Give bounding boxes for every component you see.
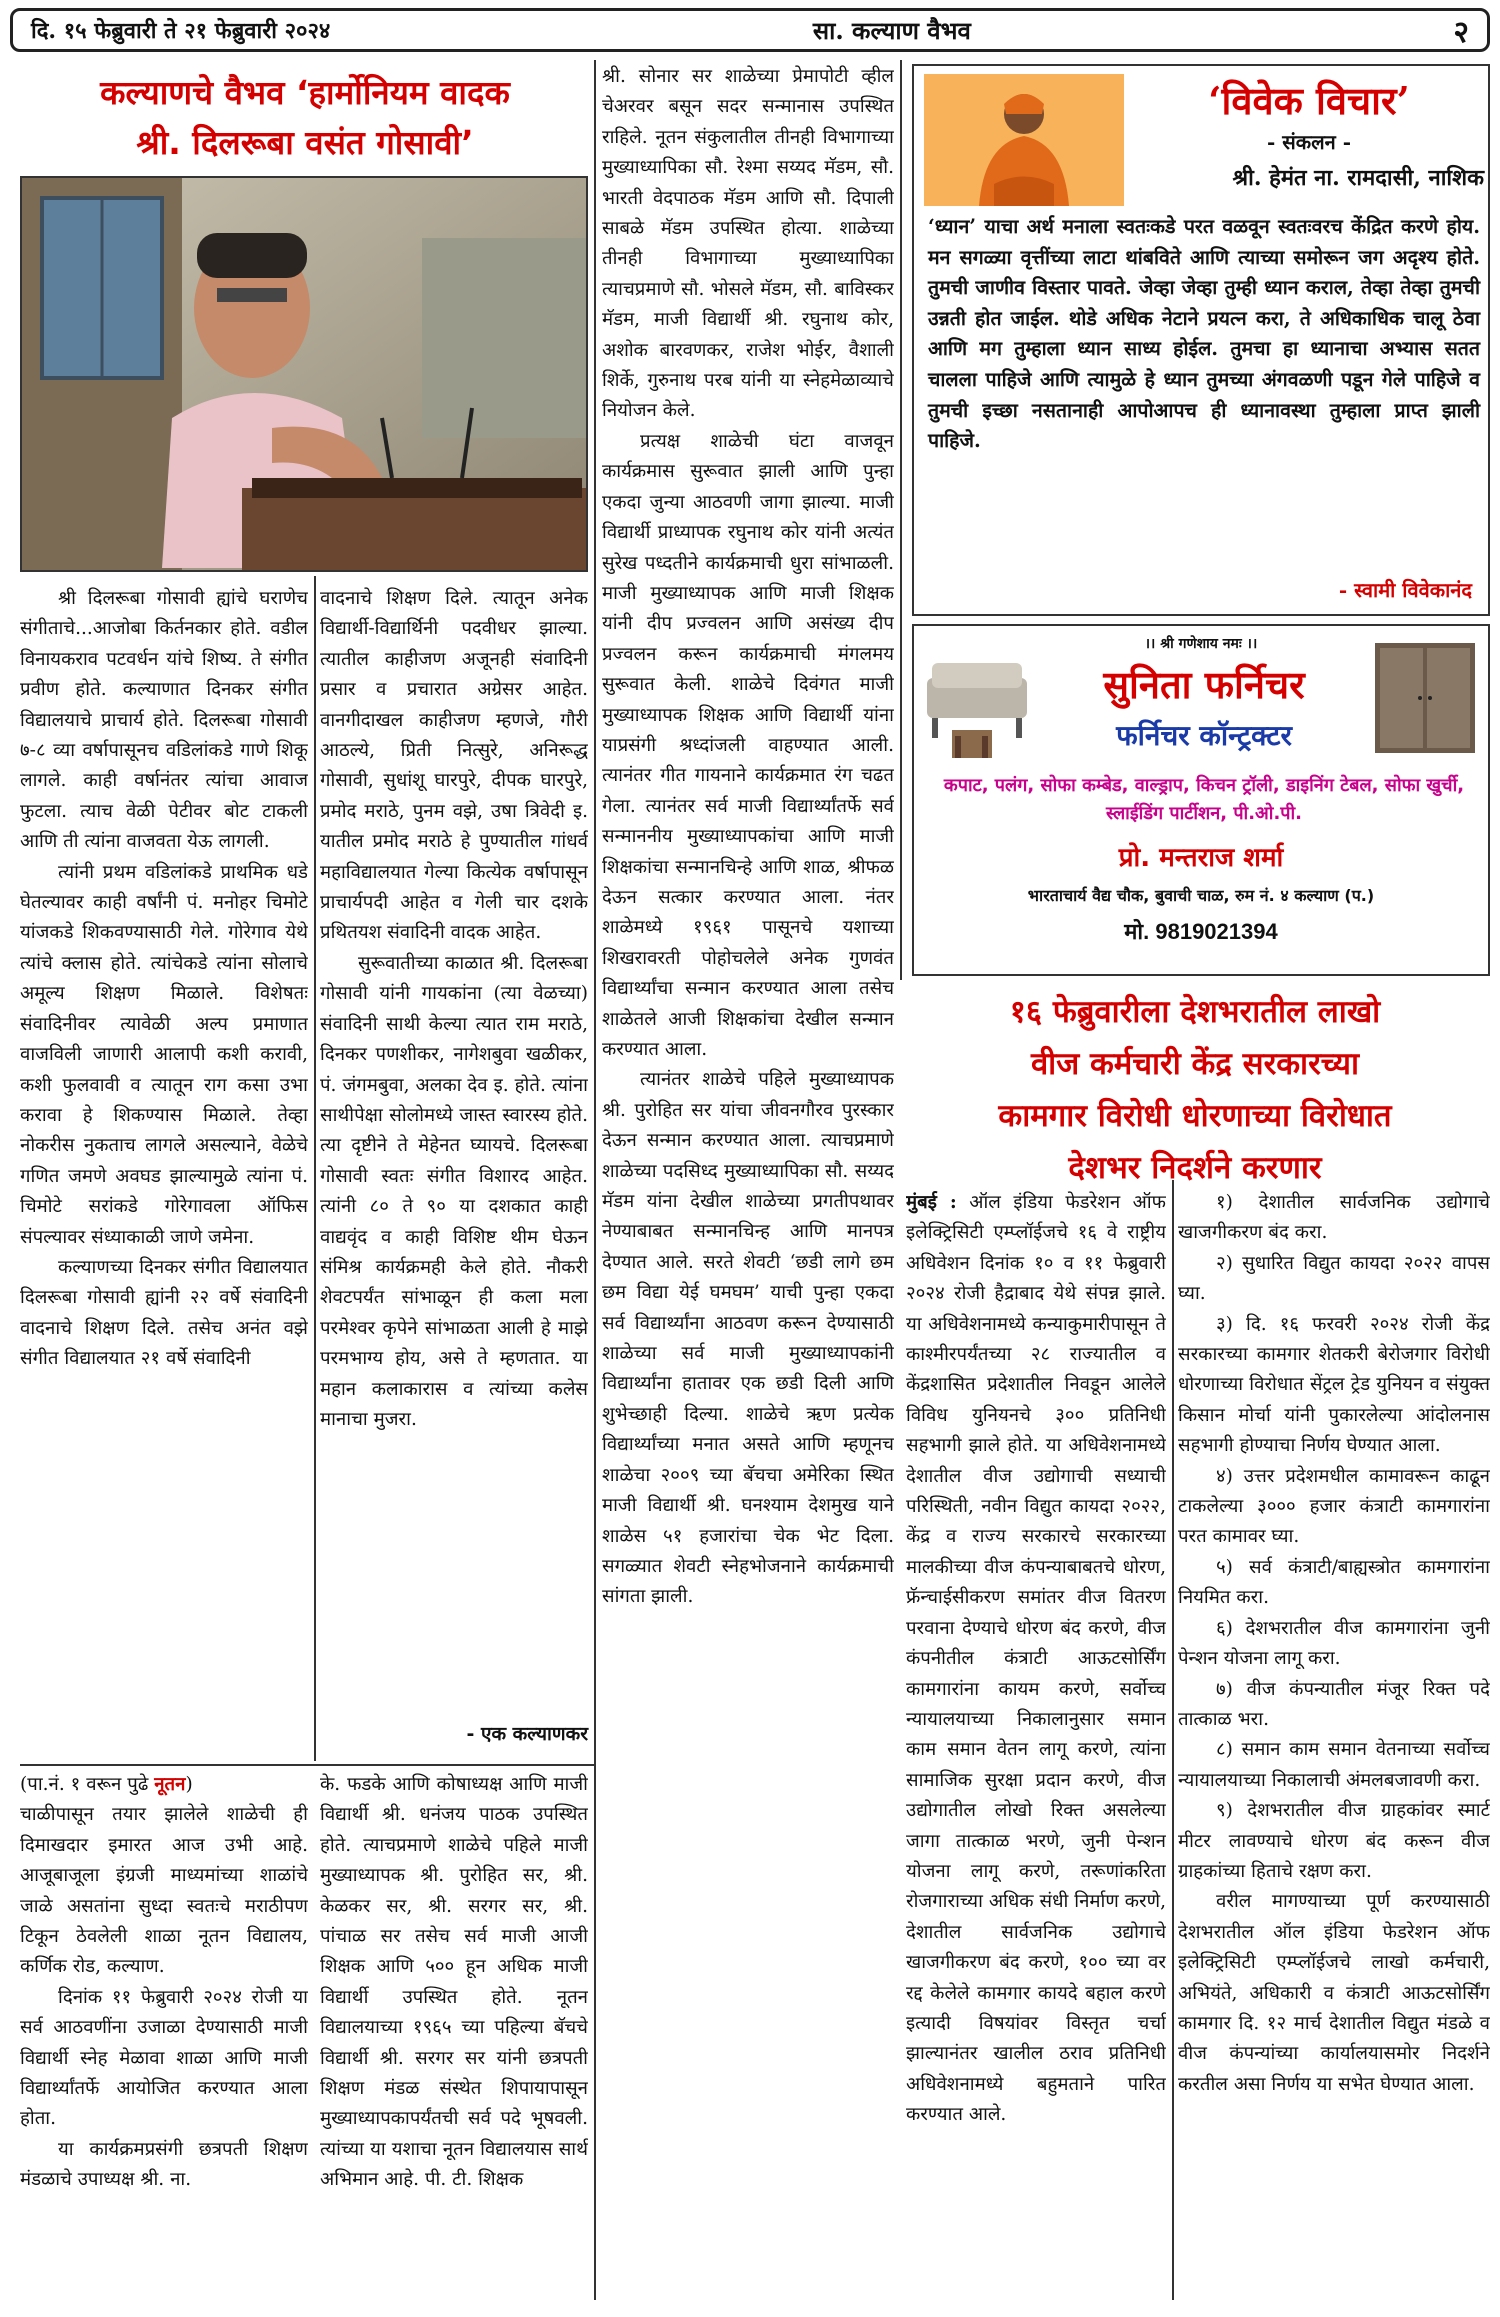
wardrobe-illustration	[1370, 638, 1480, 758]
electricity-article-demands: १) देशातील सार्वजनिक उद्योगाचे खाजगीकरण बंद करा. २) सुधारित विद्युत कायदा २०२२ वापस घ्या. ३) दि. १६ फरवरी २०२४ रोजी केंद्र सरकारच्या कामगार शेतकरी बेरोजगार विरोधी धोरणाच्या विरोधात सेंट्रल ट्रेड युनियन व संयुक्त किसान मोर्चा यांनी पुकारलेल्या आंदोलनास सहभागी होण्याचा निर्णय घेण्यात आला. ४) उत्तर प्रदेशमधील कामावरून काढून टाकलेल्या ३००० हजार कंत्राटी कामगारांना परत कामावर घ्या. ५) सर्व कंत्राटी/बाह्यस्त्रोत कामगारांना नियमित करा. ६) देशभरातील वीज कामगारांना जुनी पेन्शन योजना लागू करा. ७) वीज कंपन्यातील मंजूर रिक्त पदे तात्काळ भरा. ८) समान काम समान वेतनाच्या सर्वोच्च न्यायालयाच्या निकालाची अंमलबजावणी करा. ९) देशभरातील वीज ग्राहकांवर स्मार्ट मीटर लावण्याचे धोरण बंद करून वीज ग्राहकांच्या हिताचे रक्षण करा. वरील मागण्याच्या पूर्ण करण्यासाठी देशभरातील ऑल इंडिया फेडरेशन ऑफ इलेक्ट्रिसिटी एम्प्लॉईजचे लाखो कर्मचारी, अभियंते, अधिकारी व कंत्राटी आऊटसोर्सिंग कामगार दि. १२ मार्च देशातील विद्युत मंडळे व वीज कंपन्यांच्या कार्यालयासमोर निदर्शने करतील असा निर्णय या सभेत घेण्यात आला.	[1178, 1192, 1490, 2095]
ad-business-name: सुनिता फर्निचर	[1103, 663, 1305, 707]
ad-business-type: फर्निचर कॉन्ट्रक्टर	[1116, 719, 1292, 752]
harmonium-article-column-2: वादनाचे शिक्षण दिले. त्यातून अनेक विद्यार्थी-विद्यार्थिनी पदवीधर झाल्या. त्यातील काहीजण अजूनही संवादिनी प्रसार व प्रचारात अग्रेसर आहेत. वानगीदाखल काहीजण म्हणजे, गौरी आठल्ये, प्रिती नित्सुरे, अनिरूद्ध गोसावी, सुधांशू घारपुरे, दीपक घारपुरे, प्रमोद मराठे, पुनम वझे, उषा त्रिवेदी इ. यातील प्रमोद मराठे हे पुण्यातील गांधर्व महाविद्यालयात गेल्या कित्येक वर्षापासून प्राचार्यपदी आहेत व गेली चार दशके प्रथितयश संवादिनी वादक आहेत. सुरूवातीच्या काळात श्री. दिलरूबा गोसावी यांनी गायकांना (त्या वेळच्या) संवादिनी साथी केल्या त्यात राम मराठे, दिनकर पणशीकर, नागेशबुवा खळीकर, पं. जंगमबुवा, अलका देव इ. होते. त्यांना साथीपेक्षा सोलोमध्ये जास्त स्वारस्य होते. त्या दृष्टीने ते मेहेनत घ्यायचे. दिलरूबा गोसावी स्वतः संगीत विशारद आहेत. त्यांनी ८० ते ९० या दशकात काही वाद्यवृंद व काही विशिष्ट थीम घेऊन संमिश्र कार्यक्रमही केले होते. नौकरी शेवटपर्यंत सांभाळून ही कला मला परमेश्वर कृपेने सांभाळता आली हे माझे परमभाग्य होय, असे ते म्हणतात. या महान कलाकारास व त्यांच्या कलेस मानाचा मुजरा.	[320, 588, 588, 1430]
column-rule	[594, 60, 596, 2300]
vivek-vichar-title: ‘विवेक विचार’	[1208, 78, 1410, 123]
electricity-article-column-1: मुंबई : ऑल इंडिया फेडरेशन ऑफ इलेक्ट्रिसिटी एम्प्लॉईजचे १६ वे राष्ट्रीय अधिवेशन दिनांक १० व ११ फेब्रुवारी २०२४ रोजी हैद्राबाद येथे संपन्न झाले. या अधिवेशनामध्ये कन्याकुमारीपासून ते काश्मीरपर्यंतच्या २८ राज्यातील व केंद्रशासित प्रदेशातील निवडून आलेले विविध युनियनचे ३०० प्रतिनिधी सहभागी झाले होते. या अधिवेशनामध्ये देशातील वीज उद्योगाची सध्याची परिस्थिती, नवीन विद्युत कायदा २०२२, केंद्र व राज्य सरकारचे सरकारच्या मालकीच्या वीज कंपन्याबाबतचे धोरण, फ्रॅन्चाईसीकरण समांतर वीज वितरण परवाना देण्याचे धोरण बंद करणे, वीज कंपनीतील कंत्राटी आऊटसोर्सिंग कामगारांना कायम करणे, सर्वोच्च न्यायालयाच्या निकालानुसार समान काम समान वेतन लागू करणे, त्यांना सामाजिक सुरक्षा प्रदान करणे, वीज उद्योगातील लोखो रिक्त असलेल्या जागा तात्काळ भरणे, जुनी पेन्शन योजना लागू करणे, तरूणांकरिता रोजगाराच्या अधिक संधी निर्माण करणे, देशातील सार्वजनिक उद्योगाचे खाजगीकरण बंद करणे, १०० च्या वर रद्द केलेले कामगार कायदे बहाल करणे इत्यादी विषयांवर विस्तृत चर्चा झाल्यानंतर खालील ठराव प्रतिनिधी अधिवेशनामध्ये बहुमताने पारित करण्यात आले.	[906, 1192, 1166, 2126]
ad-proprietor: प्रो. मन्तराज शर्मा	[1118, 843, 1284, 873]
swami-vivekananda-portrait	[924, 74, 1124, 206]
quote-attribution: - स्वामी विवेकानंद	[1338, 578, 1472, 602]
ad-product-list: कपाट, पलंग, सोफा कम्बेड, वाल्ड्राप, किचन ट्रॉली, डाइनिंग टेबल, सोफा खुर्ची, स्लाईडिंग पार्टीशन, पी.ओ.पी.	[943, 775, 1465, 824]
harmonium-player-photo	[20, 176, 588, 572]
nutan-article-column-1: (पा.नं. १ वरून पुढे नूतन) चाळीपासून तयार झालेले शाळेची ही दिमाखदार इमारत आज उभी आहे. आजूबाजूला इंग्रजी माध्यमांच्या शाळांचे जाळे असतांना सुध्दा स्वतःचे मराठीपण टिकून ठेवलेली शाळा नूतन विद्यालय, कर्णिक रोड, कल्याण. दिनांक ११ फेब्रुवारी २०२४ रोजी या सर्व आठवणींना उजाळा देण्यासाठी माजी विद्यार्थी स्नेह मेळावा शाळा आणि माजी विद्यार्थ्यांतर्फे आयोजित करण्यात आला होता. या कार्यक्रमप्रसंगी छत्रपती शिक्षण मंडळाचे उपाध्यक्ष श्री. ना.	[20, 1774, 308, 2191]
electricity-strike-title: १६ फेब्रुवारीला देशभरातील लाखो वीज कर्मचारी केंद्र सरकारच्या कामगार विरोधी धोरणाच्या विरोधात देशभर निदर्शने करणार	[998, 994, 1392, 1186]
newspaper-name: सा. कल्याण वैभव	[812, 15, 971, 45]
ad-invocation: ।। श्री गणेशाय नमः ।।	[1144, 636, 1258, 652]
column-rule	[314, 576, 316, 1761]
harmonium-article-title: कल्याणचे वैभव ‘हार्मोनियम वादक श्री. दिलरूबा वसंत गोसावी’	[100, 73, 510, 162]
vivek-vichar-text: ‘ध्यान’ याचा अर्थ मनाला स्वतःकडे परत वळवून स्वतःवरच केंद्रित करणे होय. मन सगळ्या वृत्तींच्या लाटा थांबविते आणि त्याच्या समोरून जग अदृश्य होते. तुमची जाणीव विस्तार पावते. जेव्हा जेव्हा तुम्ही ध्यान कराल, तेव्हा तेव्हा तुमची उन्नती होत जाईल. थोडे अधिक नेटाने प्रयत्न करा, ते अधिकाधिक चालू ठेवा आणि मग तुम्हाला ध्यान साध्य होईल. तुमचा हा ध्यानाचा अभ्यास सतत चालला पाहिजे आणि त्यामुळे हे ध्यान तुमच्या अंगवळणी पडून गेले पाहिजे व तुमची इच्छा नसतानाही आपोआपच ही ध्यानावस्था तुम्हाला प्राप्त झाली पाहिजे.	[928, 215, 1480, 453]
column-rule	[900, 60, 902, 980]
vivek-vichar-box	[912, 64, 1490, 616]
nutan-article-column-2: के. फडके आणि कोषाध्यक्ष आणि माजी विद्यार्थी श्री. धनंजय पाठक उपस्थित होते. त्याचप्रमाणे शाळेचे पहिले माजी मुख्याध्यापक श्री. पुरोहित सर, श्री. केळकर सर, श्री. सरगर सर, श्री. पांचाळ सर तसेच सर्व माजी आजी शिक्षक आणि ५०० हून अधिक माजी विद्यार्थी उपस्थित होते. नूतन विद्यालयाच्या १९६५ च्या पहिल्या बॅचचे विद्यार्थी श्री. सरगर सर यांनी छत्रपती शिक्षण मंडळ संस्थेत शिपायापासून मुख्याध्यापकापर्यंतची सर्व पदे भूषवली. त्यांच्या या यशाचा नूतन विद्यालयास सार्थ अभिमान आहे. पी. टी. शिक्षक	[320, 1774, 588, 2191]
section-rule	[20, 1764, 594, 1766]
page-header	[10, 8, 1490, 52]
nutan-article-column-3: श्री. सोनार सर शाळेच्या प्रेमापोटी व्हील चेअरवर बसून सदर सन्मानास उपस्थित राहिले. नूतन संकुलातील तीनही विभागाच्या मुख्याध्यापिका सौ. रेश्मा सय्यद मॅडम, सौ. भारती वेदपाठक मॅडम आणि सौ. दिपाली साबळे मॅडम उपस्थित होत्या. शाळेच्या तीनही विभागाच्या मुख्याध्यापिका त्याचप्रमाणे सौ. भोसले मॅडम, सौ. बाविस्कर मॅडम, माजी विद्यार्थी श्री. रघुनाथ कोर, अशोक बारवणकर, राजेश भोईर, वैशाली शिर्के, गुरुनाथ परब यांनी या स्नेहमेळाव्याचे नियोजन केले. प्रत्यक्ष शाळेची घंटा वाजवून कार्यक्रमास सुरूवात झाली आणि पुन्हा एकदा जुन्या आठवणी जागा झाल्या. माजी विद्यार्थी प्राध्यापक रघुनाथ कोर यांनी अत्यंत सुरेख पध्दतीने कार्यक्रमाची धुरा सांभाळली. माजी मुख्याध्यापक आणि माजी शिक्षक यांनी दीप प्रज्वलन आणि असंख्य दीप प्रज्वलन करून कार्यक्रमाची मंगलमय सुरूवात केली. शाळेचे दिवंगत माजी मुख्याध्यापक शिक्षक आणि विद्यार्थी यांना याप्रसंगी श्रध्दांजली वाहण्यात आली. त्यानंतर गीत गायनाने कार्यक्रमात रंग चढत गेला. त्यानंतर सर्व माजी विद्यार्थ्यांतर्फे सर्व सन्माननीय मुख्याध्यापकांचा आणि माजी शिक्षकांचा सन्मानचिन्हे आणि शाळ, श्रीफळ देऊन सत्कार करण्यात आला. नंतर शाळेमध्ये १९६१ पासूनचे यशाच्या शिखरावरती पोहोचलेले अनेक गुणवंत विद्यार्थ्यांचा सन्मान करण्यात आला तसेच शाळेतले आजी शिक्षकांचा देखील सन्मान करण्यात आला. त्यानंतर शाळेचे पहिले मुख्याध्यापक श्री. पुरोहित सर यांचा जीवनगौरव पुरस्कार देऊन सन्मान करण्यात आला. त्याचप्रमाणे शाळेच्या पदसिध्द मुख्याध्यापिका सौ. सय्यद मॅडम यांना देखील शाळेच्या प्रगतीपथावर नेण्याबाबत सन्मानचिन्ह आणि मानपत्र देण्यात आले. सरते शेवटी ‘छडी लागे छम छम विद्या येई घमघम’ याची पुन्हा एकदा सर्व विद्यार्थ्यांना आठवण करून देण्यासाठी शाळेच्या सर्व माजी मुख्याध्यापकांनी विद्यार्थ्यांना हातावर एक छडी दिली आणि शुभेच्छाही दिल्या. शाळेचे ऋण प्रत्येक विद्यार्थ्यांच्या मनात असते आणि म्हणूनच शाळेचा २००९ च्या बॅचचा अमेरिका स्थित माजी विद्यार्थी श्री. घनश्याम देशमुख याने शाळेस ५१ हजारांचा चेक भेट दिला. सगळ्यात शेवटी स्नेहभोजनाने कार्यक्रमाची सांगता झाली.	[602, 66, 894, 1608]
page-number: २	[1453, 14, 1469, 50]
compilation-label: - संकलन -	[1266, 130, 1352, 154]
ad-phone: मो. 9819021394	[1124, 919, 1278, 944]
harmonium-article-column-1: श्री दिलरूबा गोसावी ह्यांचे घराणेच संगीताचे...आजोबा किर्तनकार होते. वडील विनायकराव पटवर्धन यांचे शिष्य. ते संगीत प्रवीण होते. कल्याणात दिनकर संगीत विद्यालयाचे प्राचार्य होते. दिलरूबा गोसावी ७-८ व्या वर्षापासूनच वडिलांकडे गाणे शिकू लागले. काही वर्षानंतर त्यांचा आवाज फुटला. त्याच वेळी पेटीवर बोट टाकली आणि ती त्यांना वाजवता येऊ लागली. त्यांनी प्रथम वडिलांकडे प्राथमिक धडे घेतल्यावर काही वर्षांनी पं. मनोहर चिमोटे यांजकडे शिकवण्यासाठी गेले. गोरेगाव येथे त्यांचे क्लास होते. त्यांचेकडे त्यांना सोलाचे अमूल्य शिक्षण मिळाले. विशेषतः संवादिनीवर त्यावेळी अल्प प्रमाणात वाजविली जाणारी आलापी कशी करावी, कशी फुलवावी व त्यातून राग कसा उभा करावा हे शिकण्यास मिळाले. तेव्हा नोकरीस नुकताच लागले असल्याने, वेळेचे गणित जमणे अवघड झाल्यामुळे त्यांना पं. चिमोटे सरांकडे गोरेगावला ऑफिस संपल्यावर संध्याकाळी जाणे जमेना. कल्याणच्या दिनकर संगीत विद्यालयात दिलरूबा गोसावी ह्यांनी २२ वर्षे संवादिनी वादनाचे शिक्षण दिले. तसेच अनंत वझे संगीत विद्यालयात २१ वर्षे संवादिनी	[20, 588, 308, 1370]
article-credit: - एक कल्याणकर	[466, 1723, 588, 1745]
issue-date: दि. १५ फेब्रुवारी ते २१ फेब्रुवारी २०२४	[31, 18, 331, 44]
sofa-illustration	[922, 638, 1032, 758]
column-rule	[1172, 1180, 1174, 2300]
furniture-advertisement	[912, 624, 1490, 976]
ad-address: भारताचार्य वैद्य चौक, बुवाची चाळ, रुम नं. ४ कल्याण (प.)	[1027, 886, 1375, 905]
compiler-name: श्री. हेमंत ना. रामदासी, नाशिक	[1232, 165, 1484, 191]
